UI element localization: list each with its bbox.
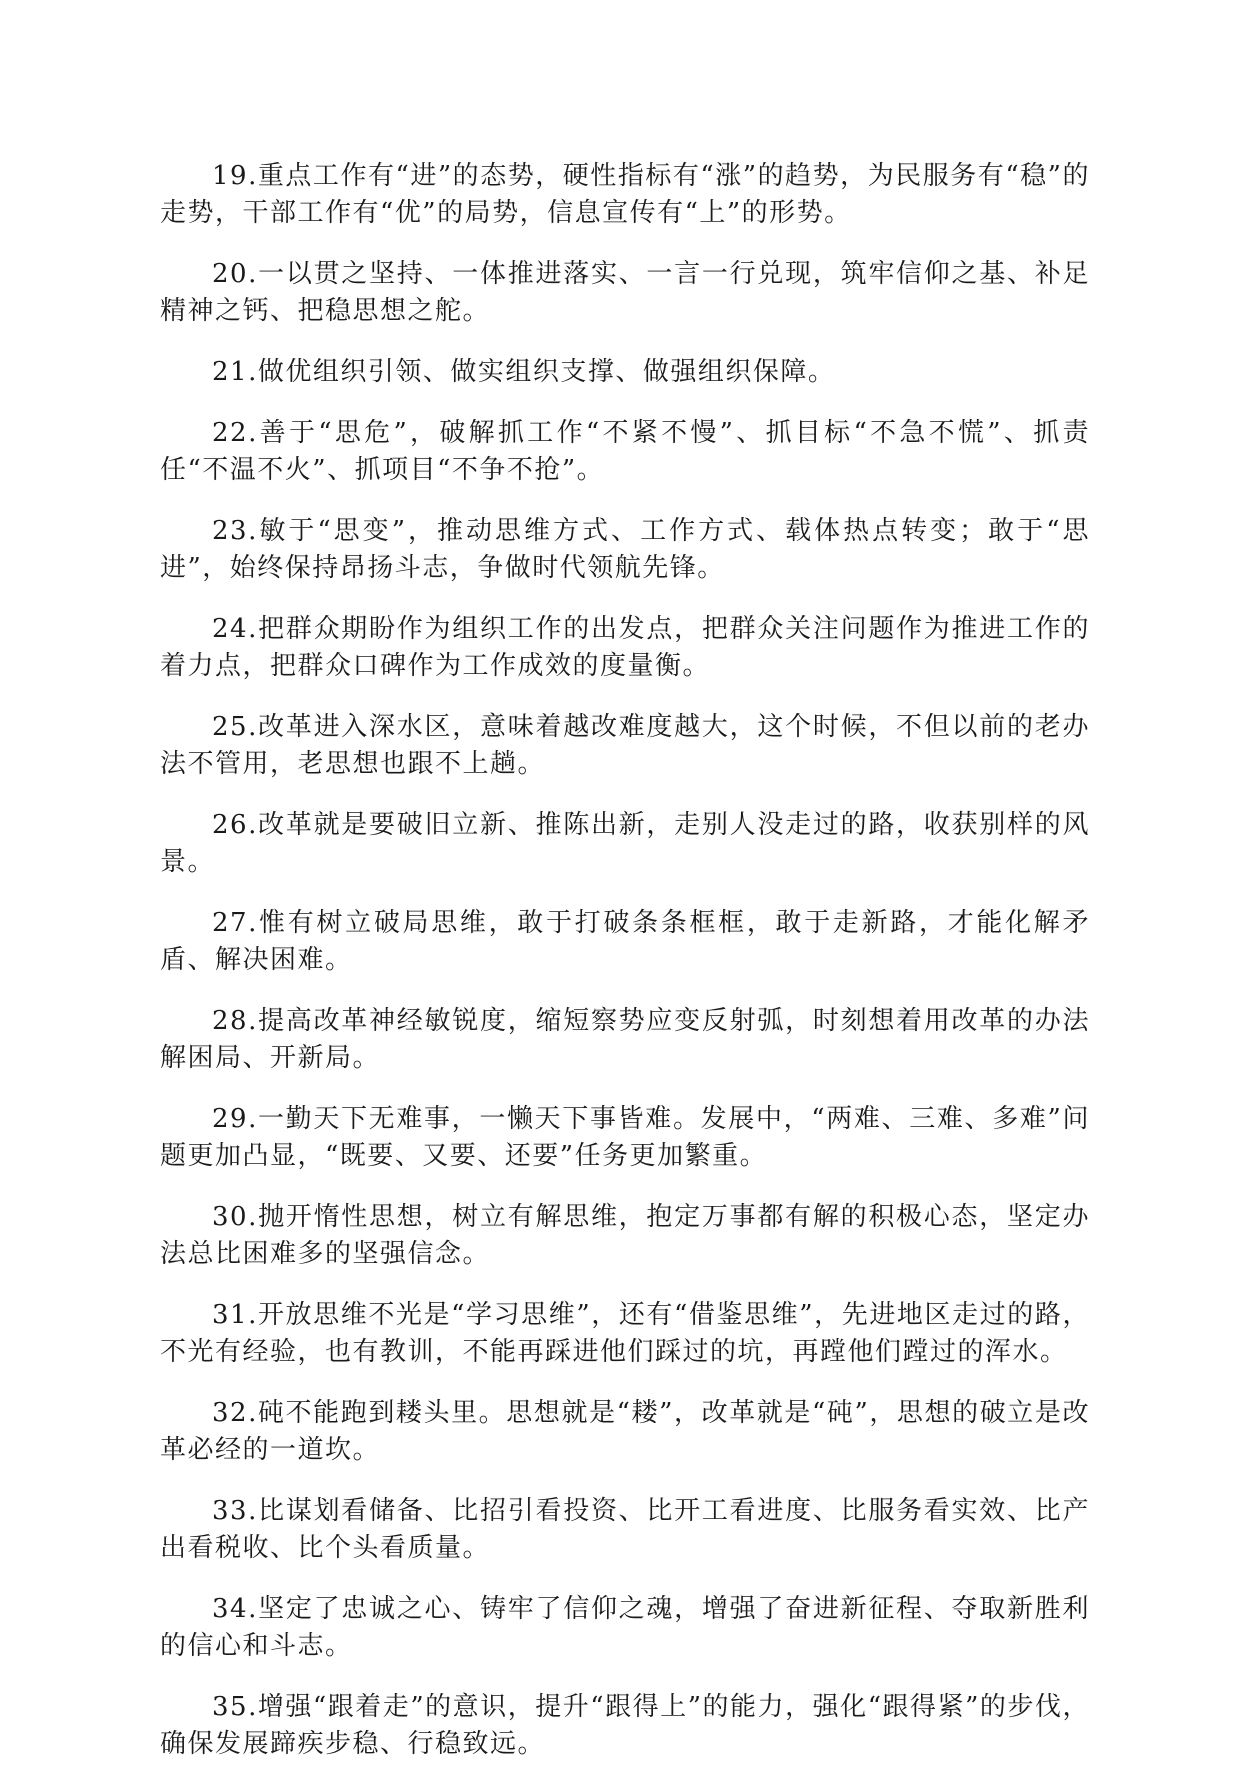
paragraph-21: 21.做优组织引领、做实组织支撑、做强组织保障。: [212, 357, 836, 387]
paragraph-22: 22.善于“思危”，破解抓工作“不紧不慢”、抓目标“不急不慌”、抓责任“不温不火”、抓项目“不争不抢”。: [160, 418, 1090, 485]
paragraph-31: 31.开放思维不光是“学习思维”，还有“借鉴思维”，先进地区走过的路，不光有经验，也有教训，不能再踩进他们踩过的坑，再蹚他们蹚过的浑水。: [160, 1300, 1090, 1367]
paragraph-33: 33.比谋划看储备、比招引看投资、比开工看进度、比服务看实效、比产出看税收、比个头看质量。: [160, 1496, 1090, 1563]
paragraph-26: 26.改革就是要破旧立新、推陈出新，走别人没走过的路，收获别样的风景。: [160, 810, 1090, 877]
paragraph-27: 27.惟有树立破局思维，敢于打破条条框框，敢于走新路，才能化解矛盾、解决困难。: [160, 908, 1090, 975]
paragraph-28: 28.提高改革神经敏锐度，缩短察势应变反射弧，时刻想着用改革的办法解困局、开新局。: [160, 1006, 1090, 1073]
paragraph-24: 24.把群众期盼作为组织工作的出发点，把群众关注问题作为推进工作的着力点，把群众口碑作为工作成效的度量衡。: [160, 614, 1090, 681]
paragraph-25: 25.改革进入深水区，意味着越改难度越大，这个时候，不但以前的老办法不管用，老思想也跟不上趟。: [160, 712, 1090, 779]
paragraph-19: 19.重点工作有“进”的态势，硬性指标有“涨”的趋势，为民服务有“稳”的走势，干部工作有“优”的局势，信息宣传有“上”的形势。: [160, 161, 1090, 228]
document-page: [160, 158, 1090, 1787]
paragraph-29: 29.一勤天下无难事，一懒天下事皆难。发展中，“两难、三难、多难”问题更加凸显，“既要、又要、还要”任务更加繁重。: [160, 1104, 1090, 1171]
paragraph-35: 35.增强“跟着走”的意识，提升“跟得上”的能力，强化“跟得紧”的步伐，确保发展蹄疾步稳、行稳致远。: [160, 1692, 1090, 1759]
paragraph-30: 30.抛开惰性思想，树立有解思维，抱定万事都有解的积极心态，坚定办法总比困难多的坚强信念。: [160, 1202, 1090, 1269]
paragraph-34: 34.坚定了忠诚之心、铸牢了信仰之魂，增强了奋进新征程、夺取新胜利的信心和斗志。: [160, 1594, 1090, 1661]
paragraph-20: 20.一以贯之坚持、一体推进落实、一言一行兑现，筑牢信仰之基、补足精神之钙、把稳思想之舵。: [160, 259, 1090, 326]
paragraph-23: 23.敏于“思变”，推动思维方式、工作方式、载体热点转变；敢于“思进”，始终保持昂扬斗志，争做时代领航先锋。: [160, 516, 1090, 583]
paragraph-32: 32.砘不能跑到耧头里。思想就是“耧”，改革就是“砘”，思想的破立是改革必经的一道坎。: [160, 1398, 1090, 1465]
